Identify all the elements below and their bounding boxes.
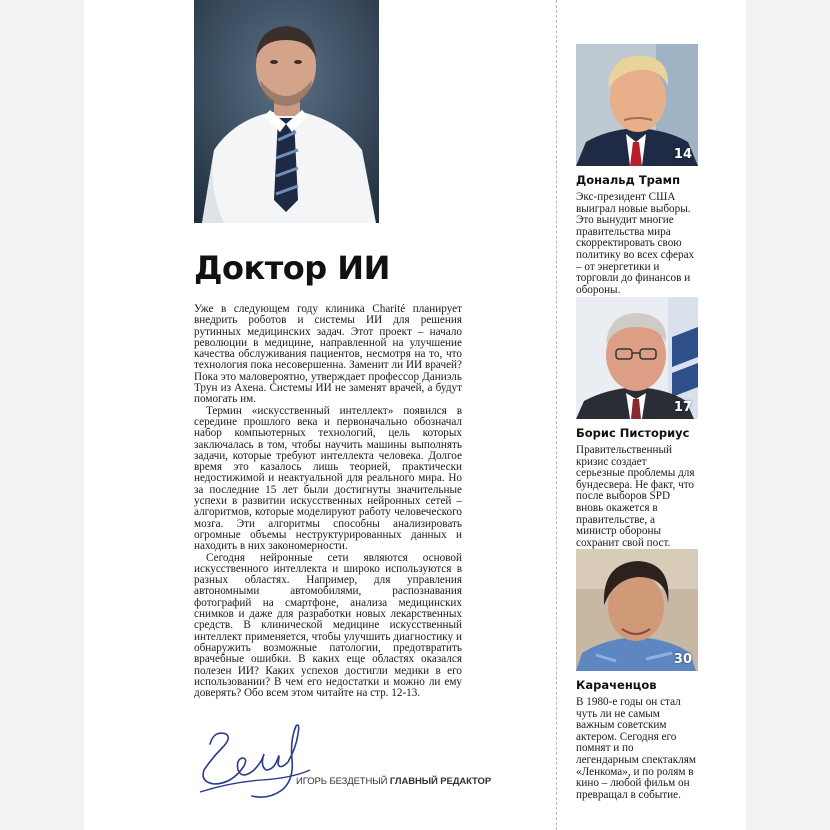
person-name: Караченцов: [576, 678, 657, 692]
sidebar-card-trump[interactable]: [576, 44, 698, 296]
article-paragraph: Термин «искусственный интеллект» появился в середине прошлого века и первоначально обозначал набор компьютерных технологий, цель которых заключалась в том, чтобы научить машины выполнять задачи, которые требуют интеллекта человека. Долгое время это казалось лишь теорией, практически недостижимой и неактуальной для реального мира. Но за последние 15 лет были достигнуты значительные успехи в развитии искусственных нейронных сетей – алгоритмов, которые моделируют работу человеческого мозга. Эти алгоритмы способны анализировать огромные объемы неструктурированных данных и находить в них закономерности.: [194, 404, 462, 553]
article-paragraph: Сегодня нейронные сети являются основой искусственного интеллекта и широко используются в разных областях. Например, для управления автономными автомобилями, распознавания фотографий на смартфоне, анализа медицинских снимков и даже для разработки новых лекарственных средств. В клинической медицине искусственный интеллект применяется, чтобы улучшить диагностику и обнаружить возможные патологии, предотвратить врачебные ошибки. В каких еще областях оказался полезен ИИ? Каких успехов достигли медики в его использовании? В чем его недостатки и можно ли ему доверять? Обо всем этом читайте на стр. 12-13.: [194, 551, 462, 700]
article-body: [194, 304, 462, 699]
magazine-page: [84, 0, 746, 830]
trump-photo: [576, 44, 698, 166]
page-number: 30: [673, 652, 692, 667]
article-paragraph: Уже в следующем году клиника Charité планирует внедрить роботов и системы ИИ для решения рутинных медицинских задач. Этот проект – начало революции в медицине, направленной на улучшение качества обслуживания пациентов, несмотря на то, что технология пока несовершенна. Заменит ли ИИ врачей? Пока это маловероятно, утверждает профессор Даниэль Трун из Ахена. Системы ИИ не заменят врачей, а будут помогать им.: [194, 303, 462, 406]
sidebar-card-karachentsov[interactable]: [576, 549, 698, 801]
article-headline: Доктор ИИ: [194, 249, 390, 287]
editor-name: ИГОРЬ БЕЗДЕТНЫЙ: [296, 776, 388, 787]
pistorius-photo: [576, 297, 698, 419]
person-name: Борис Писториус: [576, 426, 690, 440]
page-number: 14: [673, 147, 692, 162]
column-divider: [556, 0, 557, 830]
karachentsov-photo: [576, 549, 698, 671]
person-name: Дональд Трамп: [576, 173, 681, 187]
person-description: В 1980-е годы он стал чуть ли не самым важным советским актером. Сегодня его помнят и по легендарным спектаклям «Ленкома», и по ролям в кино – любой фильм он превращал в событие.: [576, 696, 697, 801]
sidebar-card-pistorius[interactable]: [576, 297, 698, 549]
editor-role: ГЛАВНЫЙ РЕДАКТОР: [389, 776, 492, 787]
page-number: 17: [673, 400, 692, 415]
editor-credit: [296, 776, 492, 787]
editor-photo: [194, 0, 379, 223]
person-description: Экс-президент США выиграл новые выборы. Это вынудит многие правительства мира скорректировать свою политику во всех сферах – от энергетики и торговли до финансов и обороны.: [576, 191, 695, 296]
person-description: Правительственный кризис создает серьезные проблемы для бундесвера. Не факт, что после выборов SPD вновь окажется в правительстве, а министр обороны сохранит свой пост.: [576, 444, 695, 549]
editor-signature: [192, 700, 312, 800]
